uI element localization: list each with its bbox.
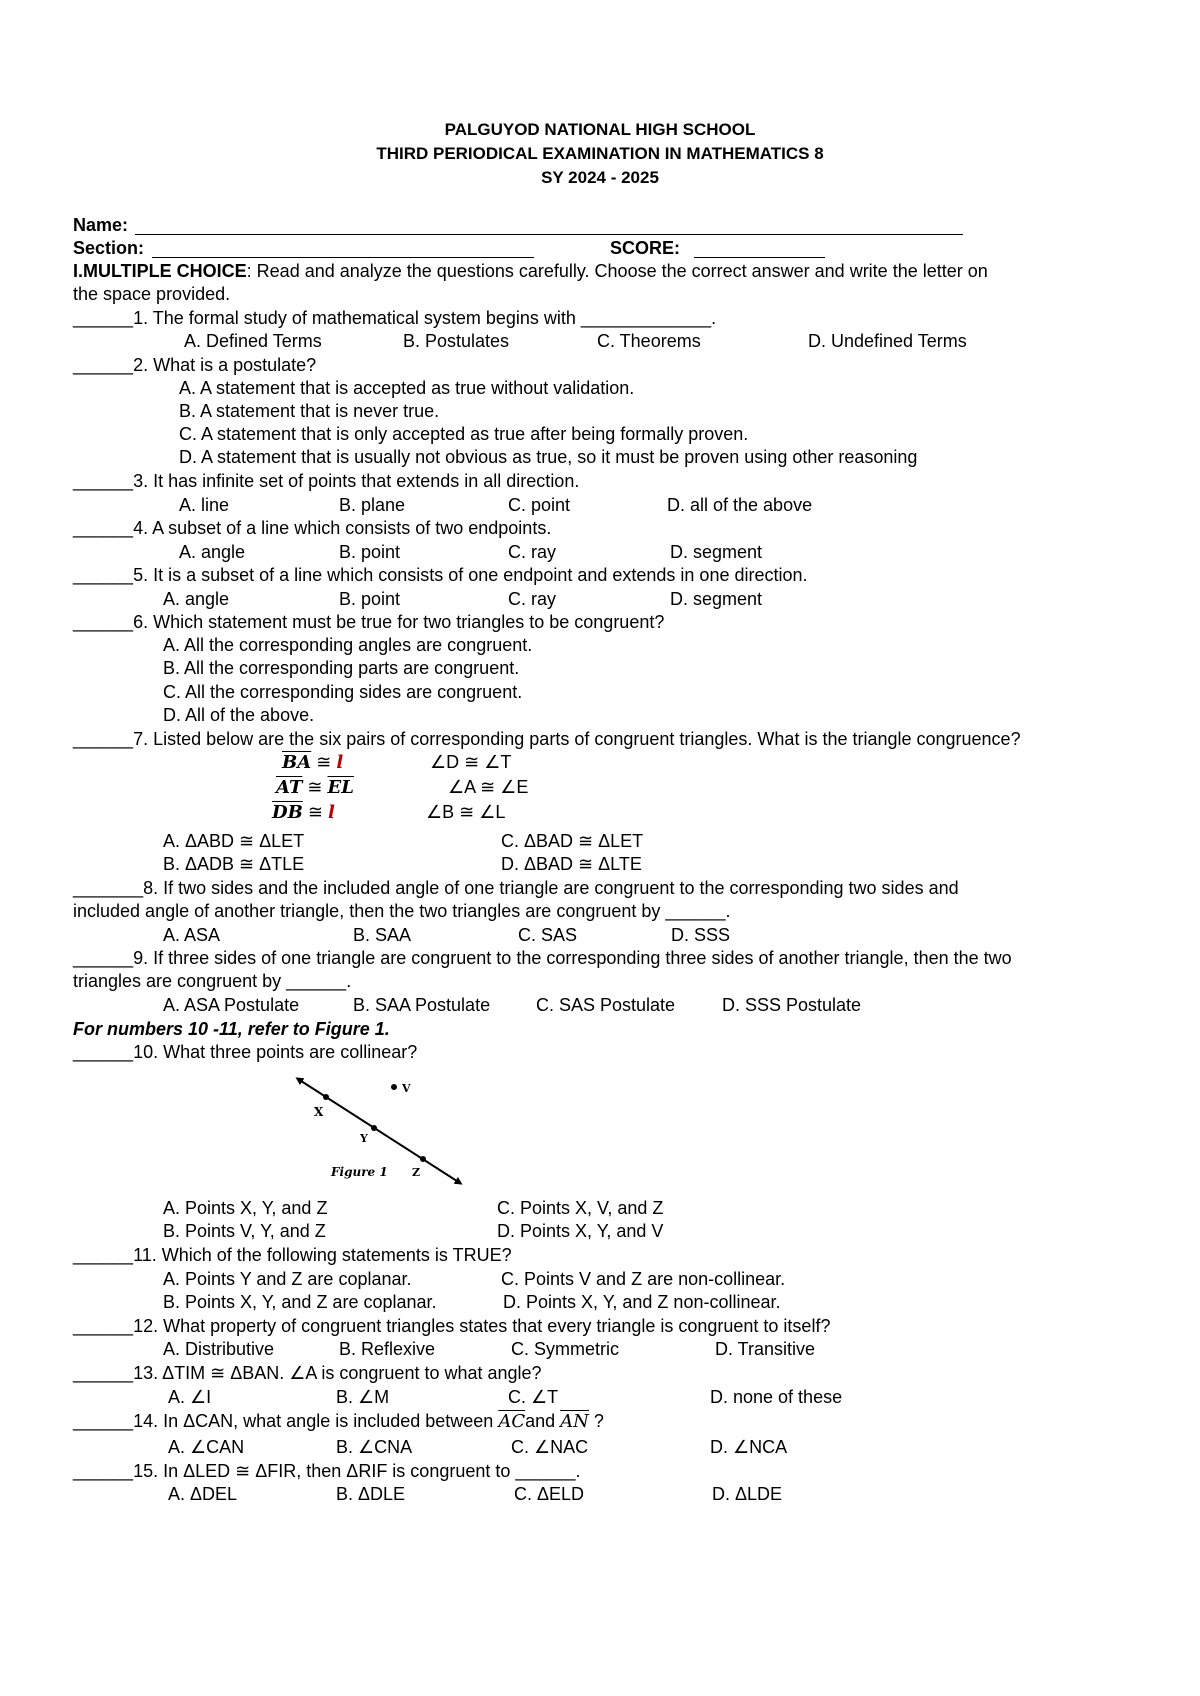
q9-option-d: D. SSS Postulate: [722, 995, 862, 1015]
q13-option-c: C. ∠T: [508, 1387, 559, 1407]
q4-option-d: D. segment: [670, 542, 763, 562]
question-3: [73, 470, 579, 492]
question-8: [73, 877, 959, 899]
question-text: 1. The formal study of mathematical system begins with _____________.: [133, 308, 717, 328]
q7-option-b: B. ΔADB ≅ ΔTLE: [163, 854, 305, 874]
question-text: 11. Which of the following statements is TRUE?: [133, 1245, 512, 1265]
answer-blank[interactable]: ______: [73, 1245, 134, 1265]
q10-option-b: B. Points V, Y, and Z: [163, 1221, 326, 1241]
instructions: [73, 260, 988, 282]
q14-option-d: D. ∠NCA: [710, 1437, 788, 1457]
point-y: [371, 1125, 377, 1131]
segment-db: $\overline{DB}$: [272, 802, 303, 823]
q3-option-d: D. all of the above: [667, 495, 813, 515]
q7-option-a: A. ΔABD ≅ ΔLET: [163, 831, 305, 851]
answer-blank[interactable]: ______: [73, 612, 134, 632]
q9-option-b: B. SAA Postulate: [353, 995, 491, 1015]
congruent-sign: ≅: [316, 752, 332, 772]
question-text-and: and: [525, 1411, 561, 1431]
name-label: Name:: [73, 215, 129, 235]
question-text: 12. What property of congruent triangles states that every triangle is congruent to itself?: [133, 1316, 831, 1336]
answer-blank[interactable]: ______: [73, 308, 134, 328]
q7-pair-1-angle: ∠D ≅ ∠T: [430, 752, 512, 772]
q3-option-c: C. point: [508, 495, 571, 515]
q8-option-d: D. SSS: [671, 925, 731, 945]
q6-option-a: A. All the corresponding angles are congruent.: [163, 635, 533, 655]
question-9: [73, 947, 1012, 969]
instructions-line-1: : Read and analyze the questions carefully. Choose the correct answer and write the letter on: [246, 261, 988, 281]
question-text: 13. ΔTIM ≅ ΔBAN. ∠A is congruent to what angle?: [133, 1363, 542, 1383]
q1-option-d: D. Undefined Terms: [808, 331, 967, 351]
question-6: [73, 611, 664, 633]
q12-option-c: C. Symmetric: [511, 1339, 619, 1359]
q7-pair-2-angle: ∠A ≅ ∠E: [448, 777, 529, 797]
q7-option-d: D. ΔBAD ≅ ΔLTE: [501, 854, 642, 874]
q7-pair-3-angle: ∠B ≅ ∠L: [426, 802, 506, 822]
answer-blank[interactable]: ______: [73, 1461, 134, 1481]
q2-option-c: C. A statement that is only accepted as true after being formally proven.: [179, 424, 749, 444]
point-v: [391, 1084, 397, 1090]
q7-option-c: C. ΔBAD ≅ ΔLET: [501, 831, 644, 851]
question-13: [73, 1362, 542, 1384]
score-line[interactable]: [694, 257, 825, 258]
question-text: 14. In ΔCAN, what angle is included between: [133, 1411, 499, 1431]
q15-option-a: A. ΔDEL: [168, 1484, 238, 1504]
question-text: 2. What is a postulate?: [133, 355, 317, 375]
question-10: [73, 1041, 417, 1063]
label-z: Z: [412, 1166, 421, 1179]
q15-option-b: B. ΔDLE: [336, 1484, 406, 1504]
answer-blank[interactable]: ______: [73, 518, 134, 538]
q2-option-d: D. A statement that is usually not obvious as true, so it must be proven using other reasoning: [179, 447, 918, 467]
q10-option-c: C. Points X, V, and Z: [497, 1198, 664, 1218]
point-x: [323, 1094, 329, 1100]
q11-option-d: D. Points X, Y, and Z non-collinear.: [503, 1292, 781, 1312]
question-text: 7. Listed below are the six pairs of corresponding parts of congruent triangles. What is the triangle congruence?: [133, 729, 1021, 749]
q4-option-b: B. point: [339, 542, 401, 562]
segment-el: $\overline{EL}$: [327, 777, 354, 798]
q8-option-c: C. SAS: [518, 925, 578, 945]
q8-option-a: A. ASA: [163, 925, 221, 945]
q14-option-b: B. ∠CNA: [336, 1437, 413, 1457]
answer-blank[interactable]: ______: [73, 729, 134, 749]
q1-option-c: C. Theorems: [597, 331, 701, 351]
segment-at: $\overline{AT}$: [276, 777, 303, 798]
q4-option-a: A. angle: [179, 542, 246, 562]
answer-blank[interactable]: ______: [73, 355, 134, 375]
answer-blank[interactable]: ______: [73, 948, 134, 968]
q7-pair-2-segment: [276, 776, 354, 799]
question-text: 9. If three sides of one triangle are congruent to the corresponding three sides of another triangle, then the two: [133, 948, 1012, 968]
part-label: I.MULTIPLE CHOICE: [73, 261, 247, 281]
segment-ba: $\overline{BA}$: [282, 752, 312, 773]
q11-option-c: C. Points V and Z are non-collinear.: [501, 1269, 786, 1289]
answer-blank[interactable]: ______: [73, 565, 134, 585]
exam-title: THIRD PERIODICAL EXAMINATION IN MATHEMATICS 8: [376, 144, 824, 163]
question-1: [73, 307, 716, 329]
q11-option-a: A. Points Y and Z are coplanar.: [163, 1269, 412, 1289]
label-y: Y: [360, 1132, 368, 1145]
q10-option-d: D. Points X, Y, and V: [497, 1221, 664, 1241]
q12-option-d: D. Transitive: [715, 1339, 816, 1359]
q13-option-a: A. ∠I: [168, 1387, 212, 1407]
q15-option-d: D. ΔLDE: [712, 1484, 783, 1504]
q5-option-c: C. ray: [508, 589, 557, 609]
q14-option-c: C. ∠NAC: [511, 1437, 589, 1457]
question-5: [73, 564, 808, 586]
q7-pair-3-segment: [272, 801, 335, 824]
q5-option-a: A. angle: [163, 589, 230, 609]
point-z: [420, 1156, 426, 1162]
question-text: 3. It has infinite set of points that extends in all direction.: [133, 471, 580, 491]
question-text: 15. In ΔLED ≅ ΔFIR, then ΔRIF is congruent to ______.: [133, 1461, 581, 1481]
school-year: SY 2024 - 2025: [541, 168, 659, 187]
q9-option-a: A. ASA Postulate: [163, 995, 300, 1015]
name-line[interactable]: [135, 234, 963, 235]
answer-blank[interactable]: _______: [73, 878, 144, 898]
q3-option-b: B. plane: [339, 495, 406, 515]
section-label: Section:: [73, 238, 145, 258]
question-9-line-2: triangles are congruent by ______.: [73, 971, 352, 991]
figure-note: For numbers 10 -11, refer to Figure 1.: [73, 1019, 390, 1039]
answer-blank[interactable]: ______: [73, 471, 134, 491]
question-8-line-2: included angle of another triangle, then the two triangles are congruent by ______.: [73, 901, 731, 921]
q6-option-d: D. All of the above.: [163, 705, 315, 725]
label-v: V: [402, 1082, 411, 1095]
q11-option-b: B. Points X, Y, and Z are coplanar.: [163, 1292, 437, 1312]
segment-ac: $\overline{AC}$: [498, 1411, 526, 1432]
q13-option-b: B. ∠M: [336, 1387, 390, 1407]
question-4: [73, 517, 551, 539]
question-12: [73, 1315, 830, 1337]
q7-pair-1-segment: [282, 751, 343, 774]
q1-option-b: B. Postulates: [403, 331, 510, 351]
q12-option-a: A. Distributive: [163, 1339, 275, 1359]
q6-option-c: C. All the corresponding sides are congruent.: [163, 682, 523, 702]
question-2: [73, 354, 316, 376]
question-15: [73, 1460, 580, 1482]
question-text: 4. A subset of a line which consists of two endpoints.: [133, 518, 552, 538]
figure-caption: Figure 1: [331, 1165, 388, 1179]
congruent-sign: ≅: [307, 777, 323, 797]
question-text: 8. If two sides and the included angle of one triangle are congruent to the corresponding two sides and: [143, 878, 959, 898]
q9-option-c: C. SAS Postulate: [536, 995, 676, 1015]
q14-option-a: A. ∠CAN: [168, 1437, 245, 1457]
q8-option-b: B. SAA: [353, 925, 412, 945]
score-label: SCORE:: [610, 238, 681, 258]
answer-blank[interactable]: ______: [73, 1411, 134, 1431]
congruent-sign: ≅: [307, 802, 323, 822]
q5-option-b: B. point: [339, 589, 401, 609]
answer-blank[interactable]: ______: [73, 1042, 134, 1062]
question-text: 6. Which statement must be true for two triangles to be congruent?: [133, 612, 665, 632]
label-x: X: [314, 1105, 324, 1119]
section-line[interactable]: [152, 257, 534, 258]
q1-option-a: A. Defined Terms: [184, 331, 322, 351]
question-11: [73, 1244, 512, 1266]
q13-option-d: D. none of these: [710, 1387, 843, 1407]
q5-option-d: D. segment: [670, 589, 763, 609]
question-14: [73, 1410, 604, 1433]
q2-option-a: A. A statement that is accepted as true without validation.: [179, 378, 635, 398]
q15-option-c: C. ΔELD: [514, 1484, 585, 1504]
q3-option-a: A. line: [179, 495, 230, 515]
question-text: 5. It is a subset of a line which consists of one endpoint and extends in one direction.: [133, 565, 808, 585]
school-name: PALGUYOD NATIONAL HIGH SCHOOL: [444, 120, 756, 139]
q4-option-c: C. ray: [508, 542, 557, 562]
q6-option-b: B. All the corresponding parts are congruent.: [163, 658, 520, 678]
question-text-end: ?: [588, 1411, 604, 1431]
q2-option-b: B. A statement that is never true.: [179, 401, 440, 421]
segment-ld: l: [327, 802, 335, 823]
question-text: 10. What three points are collinear?: [133, 1042, 418, 1062]
q12-option-b: B. Reflexive: [339, 1339, 436, 1359]
instructions-line-2: the space provided.: [73, 284, 231, 304]
answer-blank[interactable]: ______: [73, 1316, 134, 1336]
question-7: [73, 728, 1021, 750]
segment-lt: l: [336, 752, 344, 773]
q10-option-a: A. Points X, Y, and Z: [163, 1198, 328, 1218]
segment-an: $\overline{AN}$: [560, 1411, 589, 1432]
answer-blank[interactable]: ______: [73, 1363, 134, 1383]
figure-1: [290, 1070, 470, 1190]
